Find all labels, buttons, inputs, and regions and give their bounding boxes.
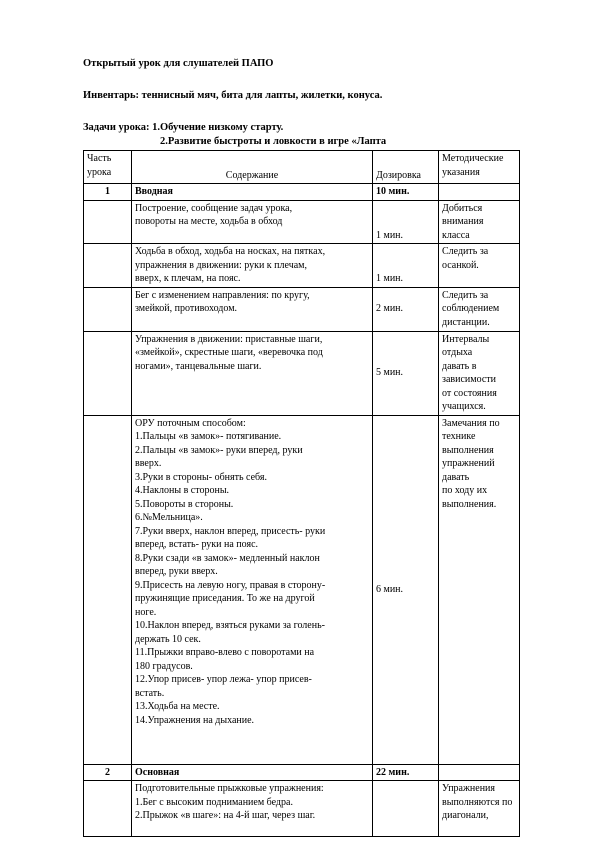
lesson-plan-table (83, 150, 520, 837)
cell-content: Упражнения в движении: приставные шаги, «змейкой», скрестные шаги, «веревочка под ногами», танцевальные шаги. (132, 331, 373, 415)
cell-part (84, 287, 132, 331)
header-content: Содержание (132, 151, 373, 184)
cell-dose: 5 мин. (373, 331, 439, 415)
cell-method: Упражнения выполняются по диагонали, (439, 781, 520, 837)
header-part: Часть урока (84, 151, 132, 184)
header-dose: Дозировка (373, 151, 439, 184)
cell-content: Построение, сообщение задач урока, повороты на месте, ходьба в обход (132, 200, 373, 244)
cell-dose: 22 мин. (373, 764, 439, 781)
cell-method (439, 184, 520, 201)
cell-dose: 10 мин. (373, 184, 439, 201)
cell-method: Интервалы отдыха давать в зависимости от состояния учащихся. (439, 331, 520, 415)
cell-part: 2 (84, 764, 132, 781)
cell-part (84, 244, 132, 288)
cell-part (84, 781, 132, 837)
cell-content: ОРУ поточным способом: 1.Пальцы «в замок»- потягивание. 2.Пальцы «в замок»- руки вперед, руки вверх. 3.Руки в стороны- обнять себя. 4.Наклоны в стороны. 5.Повороты в стороны. 6.№Мельница». 7.Руки вверх, наклон вперед, присесть- руки вперед, встать- руки на пояс. 8.Руки сзади «в замок»- медленный наклон вперед, руки вверх. 9.Присесть на левую ногу, правая в сторону- пружинящие приседания. То же на другой ноге. 10.Наклон вперед, взяться руками за голень- держать 10 сек. 11.Прыжки вправо-влево с поворотами на 180 градусов. 12.Упор присев- упор лежа- упор присев- встать. 13.Ходьба на месте. 14.Упражнения на дыхание. (132, 415, 373, 764)
cell-content: Подготовительные прыжковые упражнения: 1.Бег с высоким подниманием бедра. 2.Прыжок «в шаге»: на 4-й шаг, через шаг. (132, 781, 373, 837)
cell-content: Вводная (132, 184, 373, 201)
table-row (84, 764, 520, 781)
table-row (84, 331, 520, 415)
cell-content: Бег с изменением направления: по кругу, змейкой, противоходом. (132, 287, 373, 331)
cell-dose: 6 мин. (373, 415, 439, 764)
cell-part (84, 200, 132, 244)
cell-method: Замечания по технике выполнения упражнений давать по ходу их выполнения. (439, 415, 520, 764)
table-row (84, 287, 520, 331)
cell-part (84, 415, 132, 764)
cell-content: Основная (132, 764, 373, 781)
cell-dose: 1 мин. (373, 200, 439, 244)
table-row (84, 415, 520, 764)
cell-dose: 2 мин. (373, 287, 439, 331)
lesson-title: Открытый урок для слушателей ПАПО (83, 58, 274, 69)
equipment-line: Инвентарь: теннисный мяч, бита для лапты, жилетки, конуса. (83, 90, 383, 101)
cell-dose (373, 781, 439, 837)
table-header-row (84, 151, 520, 184)
cell-method: Следить за соблюдением дистанции. (439, 287, 520, 331)
cell-content: Ходьба в обход, ходьба на носках, на пятках, упражнения в движении: руки к плечам, вверх, к плечам, на пояс. (132, 244, 373, 288)
table-row (84, 200, 520, 244)
header-method: Методические указания (439, 151, 520, 184)
cell-method: Следить за осанкой. (439, 244, 520, 288)
table-row (84, 184, 520, 201)
cell-dose: 1 мин. (373, 244, 439, 288)
cell-part (84, 331, 132, 415)
tasks-line-1: Задачи урока: 1.Обучение низкому старту. (83, 122, 284, 133)
table-row (84, 781, 520, 837)
tasks-line-2: 2.Развитие быстроты и ловкости в игре «Лапта (160, 136, 387, 147)
cell-part: 1 (84, 184, 132, 201)
table-row (84, 244, 520, 288)
cell-method: Добиться внимания класса (439, 200, 520, 244)
cell-method (439, 764, 520, 781)
